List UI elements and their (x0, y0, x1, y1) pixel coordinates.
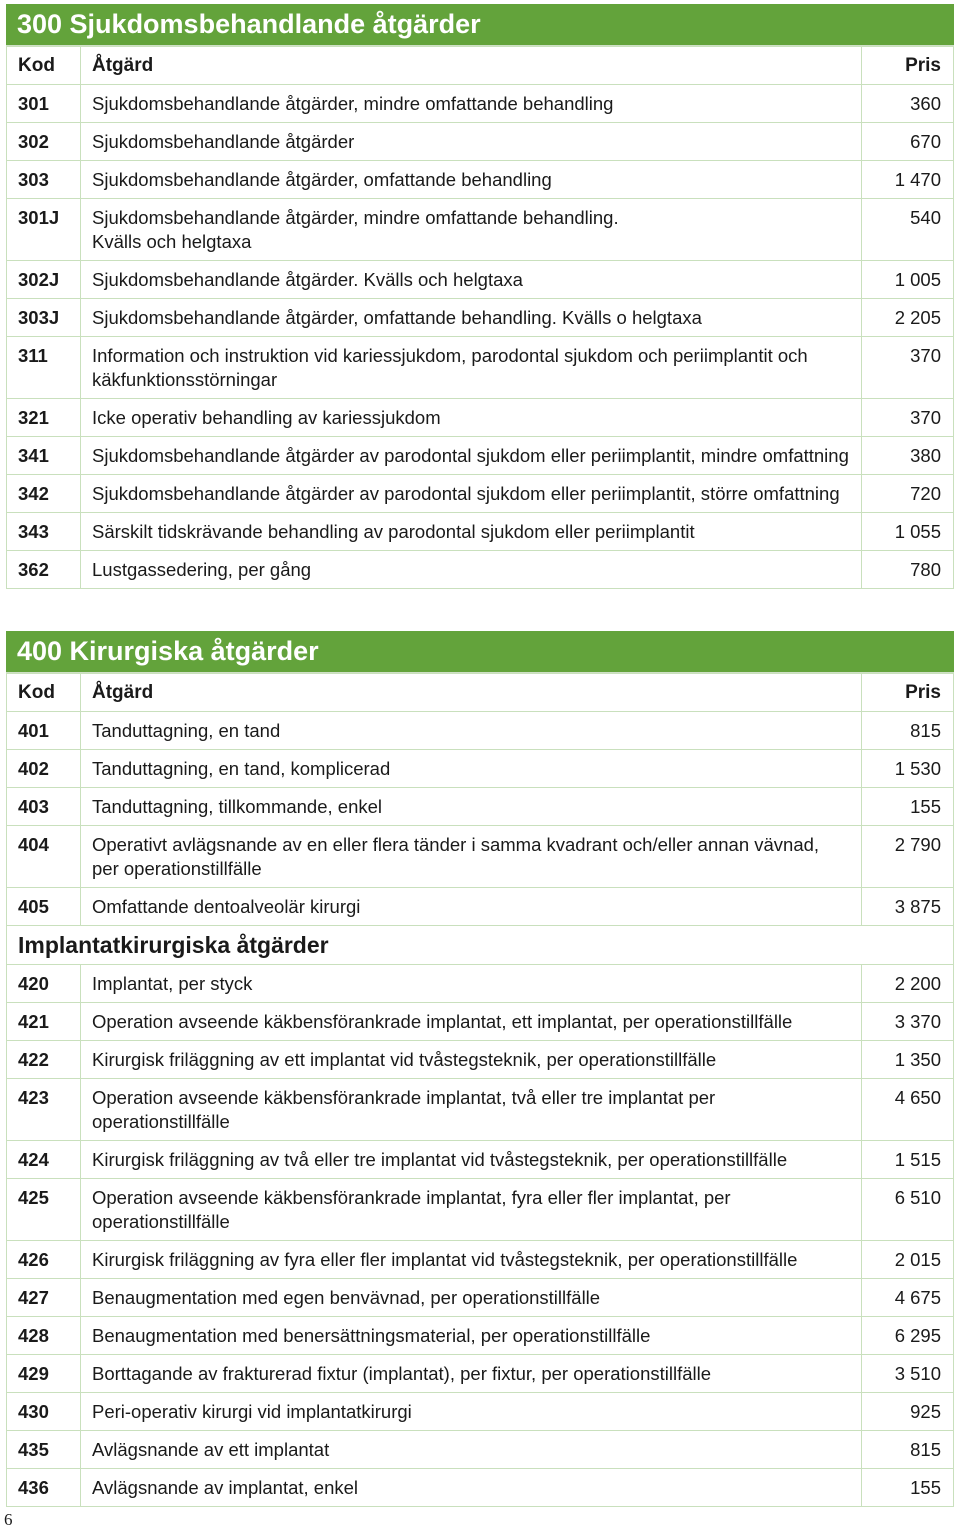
row-atgard (81, 712, 862, 750)
row-pris: 815 (862, 712, 954, 750)
row-kod: 426 (7, 1241, 81, 1279)
row-atgard-text: Tanduttagning, en tand, komplicerad (92, 758, 391, 779)
row-pris: 370 (862, 399, 954, 437)
table-row (7, 1317, 954, 1355)
price-table (6, 46, 954, 589)
row-pris: 2 205 (862, 299, 954, 337)
row-pris: 1 005 (862, 261, 954, 299)
table-row (7, 399, 954, 437)
row-kod: 321 (7, 399, 81, 437)
row-atgard (81, 1279, 862, 1317)
row-atgard (81, 399, 862, 437)
row-kod: 302J (7, 261, 81, 299)
row-atgard (81, 1317, 862, 1355)
row-pris: 2 015 (862, 1241, 954, 1279)
row-atgard-text: Kirurgisk friläggning av ett implantat vid tvåstegsteknik, per operationstillfälle (92, 1049, 717, 1070)
row-pris: 2 200 (862, 965, 954, 1003)
table-row (7, 788, 954, 826)
row-atgard-text: Sjukdomsbehandlande åtgärder, mindre omfattande behandling. (92, 207, 619, 228)
row-atgard (81, 788, 862, 826)
row-kod: 301 (7, 85, 81, 123)
row-kod: 301J (7, 199, 81, 261)
table-row (7, 123, 954, 161)
row-pris: 780 (862, 551, 954, 589)
row-atgard (81, 1179, 862, 1241)
row-kod: 401 (7, 712, 81, 750)
row-pris: 925 (862, 1393, 954, 1431)
row-kod: 435 (7, 1431, 81, 1469)
header-pris: Pris (862, 47, 954, 85)
row-kod: 342 (7, 475, 81, 513)
row-atgard-text-line2: käkfunktionsstörningar (92, 369, 278, 390)
header-atgard: Åtgärd (81, 47, 862, 85)
row-kod: 427 (7, 1279, 81, 1317)
table-row (7, 261, 954, 299)
row-atgard-text: Tanduttagning, tillkommande, enkel (92, 796, 383, 817)
row-atgard (81, 261, 862, 299)
table-row (7, 1041, 954, 1079)
row-atgard (81, 1431, 862, 1469)
row-pris: 370 (862, 337, 954, 399)
row-atgard-text: Icke operativ behandling av kariessjukdom (92, 407, 441, 428)
row-kod: 311 (7, 337, 81, 399)
row-kod: 402 (7, 750, 81, 788)
table-row (7, 1241, 954, 1279)
row-atgard-text: Sjukdomsbehandlande åtgärder av parodontal sjukdom eller periimplantit, större omfattning (92, 483, 840, 504)
row-kod: 362 (7, 551, 81, 589)
section-title: 300 Sjukdomsbehandlande åtgärder (6, 4, 954, 46)
row-atgard (81, 826, 862, 888)
table-row (7, 1279, 954, 1317)
row-pris: 815 (862, 1431, 954, 1469)
header-atgard: Åtgärd (81, 674, 862, 712)
page-number: 6 (4, 1510, 13, 1529)
row-atgard-text: Implantat, per styck (92, 973, 253, 994)
row-atgard (81, 1003, 862, 1041)
row-kod: 422 (7, 1041, 81, 1079)
row-pris: 6 295 (862, 1317, 954, 1355)
row-atgard-text: Lustgassedering, per gång (92, 559, 312, 580)
row-kod: 302 (7, 123, 81, 161)
row-atgard-text: Operation avseende käkbensförankrade implantat, två eller tre implantat per operationstillfälle (92, 1087, 716, 1132)
table-row (7, 1393, 954, 1431)
table-header-row (7, 47, 954, 85)
row-atgard-text: Avlägsnande av implantat, enkel (92, 1477, 359, 1498)
header-pris: Pris (862, 674, 954, 712)
table-row (7, 888, 954, 926)
table-header-row (7, 674, 954, 712)
row-pris: 720 (862, 475, 954, 513)
row-atgard-text: Sjukdomsbehandlande åtgärder, omfattande behandling (92, 169, 552, 190)
row-atgard-text: Särskilt tidskrävande behandling av parodontal sjukdom eller periimplantit (92, 521, 695, 542)
row-atgard-text: Sjukdomsbehandlande åtgärder, omfattande behandling. Kvälls o helgtaxa (92, 307, 702, 328)
table-row (7, 299, 954, 337)
row-atgard (81, 161, 862, 199)
row-atgard (81, 199, 862, 261)
row-kod: 303 (7, 161, 81, 199)
row-atgard-text: Tanduttagning, en tand (92, 720, 281, 741)
row-atgard-text: Borttagande av frakturerad fixtur (implantat), per fixtur, per operationstillfälle (92, 1363, 712, 1384)
section-400 (6, 631, 954, 1507)
section-300 (6, 4, 954, 589)
row-atgard (81, 337, 862, 399)
row-atgard-text: Benaugmentation med egen benvävnad, per operationstillfälle (92, 1287, 601, 1308)
row-atgard (81, 437, 862, 475)
row-kod: 428 (7, 1317, 81, 1355)
price-table-implant (6, 964, 954, 1507)
row-kod: 436 (7, 1469, 81, 1507)
row-pris: 1 055 (862, 513, 954, 551)
section-title: 400 Kirurgiska åtgärder (6, 631, 954, 673)
row-atgard (81, 1041, 862, 1079)
table-row (7, 1469, 954, 1507)
row-pris: 540 (862, 199, 954, 261)
price-table (6, 673, 954, 926)
row-kod: 424 (7, 1141, 81, 1179)
row-pris: 3 370 (862, 1003, 954, 1041)
header-kod: Kod (7, 47, 81, 85)
row-atgard-text: Information och instruktion vid kariessjukdom, parodontal sjukdom och periimplantit och (92, 345, 808, 366)
table-row (7, 1003, 954, 1041)
header-kod: Kod (7, 674, 81, 712)
table-row (7, 85, 954, 123)
row-atgard (81, 1241, 862, 1279)
row-atgard (81, 1079, 862, 1141)
row-atgard (81, 123, 862, 161)
table-row (7, 1355, 954, 1393)
row-kod: 430 (7, 1393, 81, 1431)
row-atgard-text: Sjukdomsbehandlande åtgärder. Kvälls och helgtaxa (92, 269, 523, 290)
row-kod: 403 (7, 788, 81, 826)
row-pris: 1 515 (862, 1141, 954, 1179)
row-atgard (81, 1393, 862, 1431)
row-atgard (81, 1469, 862, 1507)
row-kod: 423 (7, 1079, 81, 1141)
row-pris: 155 (862, 1469, 954, 1507)
row-pris: 155 (862, 788, 954, 826)
row-atgard-text-line2: per operationstillfälle (92, 858, 262, 879)
table-row (7, 199, 954, 261)
row-pris: 3 875 (862, 888, 954, 926)
table-row (7, 513, 954, 551)
row-atgard-text-line2: Kvälls och helgtaxa (92, 231, 252, 252)
row-atgard-text: Avlägsnande av ett implantat (92, 1439, 330, 1460)
row-atgard-text: Kirurgisk friläggning av två eller tre implantat vid tvåstegsteknik, per operationstillfälle (92, 1149, 788, 1170)
row-atgard-text: Sjukdomsbehandlande åtgärder, mindre omfattande behandling (92, 93, 614, 114)
row-kod: 343 (7, 513, 81, 551)
row-pris: 4 650 (862, 1079, 954, 1141)
row-pris: 3 510 (862, 1355, 954, 1393)
row-atgard (81, 475, 862, 513)
row-atgard (81, 965, 862, 1003)
row-atgard-text: Sjukdomsbehandlande åtgärder av parodontal sjukdom eller periimplantit, mindre omfattning (92, 445, 849, 466)
row-atgard-text: Benaugmentation med benersättningsmaterial, per operationstillfälle (92, 1325, 651, 1346)
row-kod: 303J (7, 299, 81, 337)
row-atgard-text: Peri-operativ kirurgi vid implantatkirurgi (92, 1401, 412, 1422)
row-kod: 404 (7, 826, 81, 888)
table-row (7, 1179, 954, 1241)
row-kod: 429 (7, 1355, 81, 1393)
table-row (7, 475, 954, 513)
row-pris: 360 (862, 85, 954, 123)
table-row (7, 1079, 954, 1141)
row-pris: 1 530 (862, 750, 954, 788)
row-pris: 2 790 (862, 826, 954, 888)
row-atgard-text: Sjukdomsbehandlande åtgärder (92, 131, 355, 152)
row-pris: 6 510 (862, 1179, 954, 1241)
row-atgard (81, 85, 862, 123)
table-row (7, 1141, 954, 1179)
row-kod: 405 (7, 888, 81, 926)
row-atgard-text: Omfattande dentoalveolär kirurgi (92, 896, 361, 917)
table-row (7, 826, 954, 888)
row-atgard-text: Kirurgisk friläggning av fyra eller fler implantat vid tvåstegsteknik, per operationstillfälle (92, 1249, 798, 1270)
row-atgard (81, 1141, 862, 1179)
row-atgard (81, 551, 862, 589)
row-atgard (81, 888, 862, 926)
row-atgard-text: Operation avseende käkbensförankrade implantat, ett implantat, per operationstillfälle (92, 1011, 793, 1032)
row-atgard-text: Operation avseende käkbensförankrade implantat, fyra eller fler implantat, per operationstillfälle (92, 1187, 731, 1232)
row-kod: 420 (7, 965, 81, 1003)
row-atgard (81, 750, 862, 788)
row-kod: 425 (7, 1179, 81, 1241)
row-atgard (81, 513, 862, 551)
row-atgard (81, 1355, 862, 1393)
row-pris: 380 (862, 437, 954, 475)
table-row (7, 551, 954, 589)
subsection-title: Implantatkirurgiska åtgärder (6, 926, 954, 964)
table-row (7, 161, 954, 199)
table-row (7, 437, 954, 475)
table-row (7, 712, 954, 750)
row-pris: 1 350 (862, 1041, 954, 1079)
row-pris: 1 470 (862, 161, 954, 199)
table-row (7, 750, 954, 788)
table-row (7, 965, 954, 1003)
row-atgard (81, 299, 862, 337)
table-row (7, 337, 954, 399)
row-pris: 670 (862, 123, 954, 161)
row-kod: 341 (7, 437, 81, 475)
row-kod: 421 (7, 1003, 81, 1041)
row-pris: 4 675 (862, 1279, 954, 1317)
table-row (7, 1431, 954, 1469)
row-atgard-text: Operativt avlägsnande av en eller flera tänder i samma kvadrant och/eller annan vävnad, (92, 834, 820, 855)
